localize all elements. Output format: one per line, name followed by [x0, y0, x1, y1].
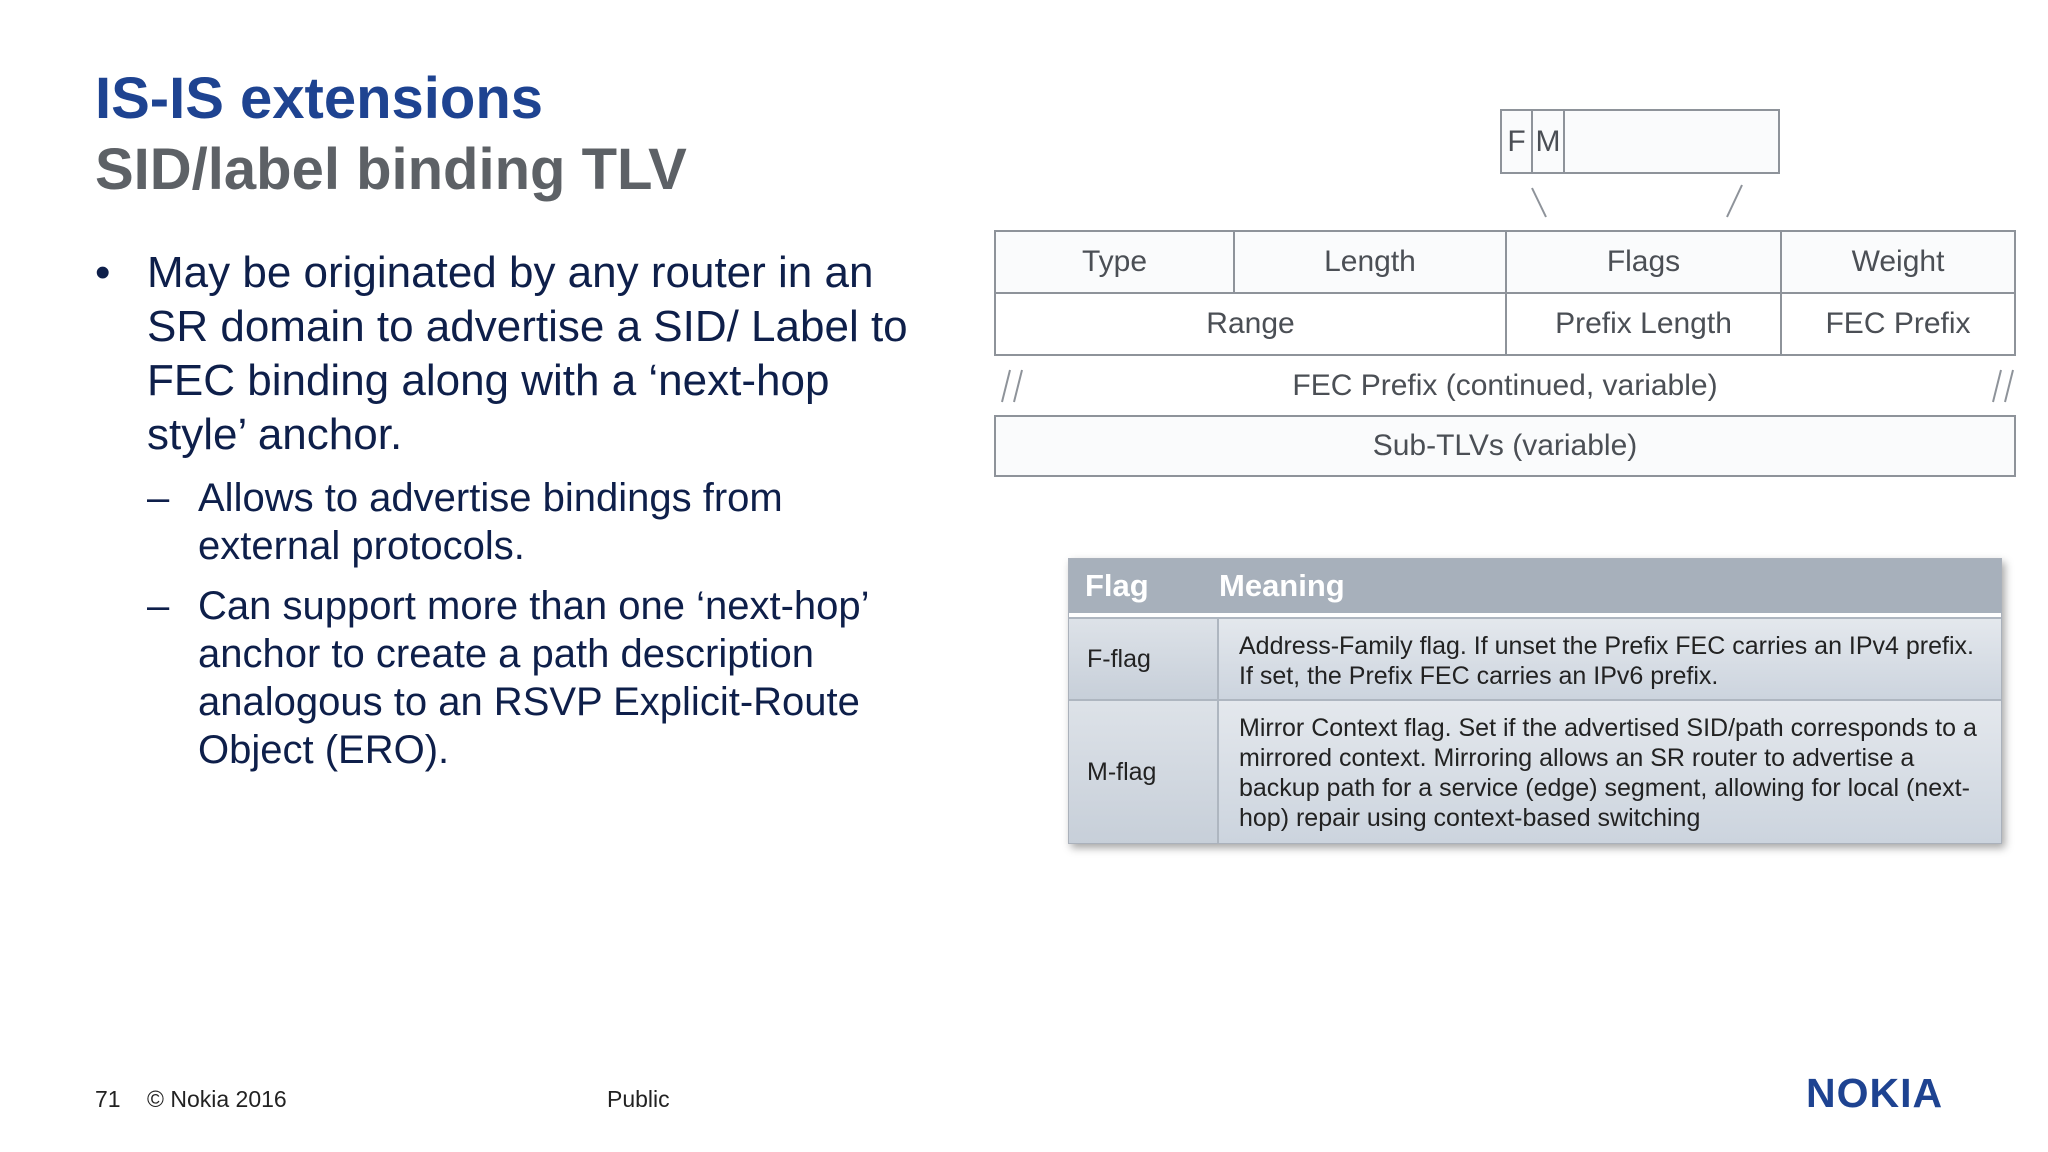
- prefix-length-cell: Prefix Length: [1555, 307, 1732, 340]
- type-cell: Type: [1081, 245, 1148, 278]
- page-number: 71: [95, 1086, 121, 1112]
- sub-bullet-text: Allows to advertise bindings from external protocols.: [198, 476, 783, 568]
- sub-bullet-item: [95, 582, 925, 774]
- table-row: [1069, 617, 2001, 699]
- length-cell: Length: [1324, 245, 1416, 278]
- connector-line: [1727, 185, 1742, 217]
- weight-cell: Weight: [1851, 245, 1945, 278]
- range-cell: Range: [1206, 307, 1295, 340]
- page-subtitle: SID/label binding TLV: [95, 137, 687, 202]
- flag-meaning: Mirror Context flag. Set if the advertised SID/path corresponds to a mirrored context. Mirroring allows an SR router to advertise a backup path for a service (edge) segment, allowing for local (next-hop) repair using context-based switching: [1219, 701, 2001, 843]
- header-meaning: Meaning: [1219, 568, 1345, 603]
- flag-meaning: Address-Family flag. If unset the Prefix FEC carries an IPv4 prefix. If set, the Prefix FEC carries an IPv6 prefix.: [1219, 619, 2001, 699]
- bullet-list: [95, 246, 925, 774]
- sub-bullet-text: Can support more than one ‘next-hop’ anchor to create a path description analogous to an RSVP Explicit-Route Object (ERO).: [198, 584, 869, 772]
- fec-prefix-cell: FEC Prefix: [1825, 307, 1971, 340]
- table-header: [1069, 559, 2001, 617]
- flag-name: M-flag: [1069, 701, 1219, 843]
- bullet-item: [95, 246, 925, 462]
- tlv-diagram: [990, 105, 2030, 485]
- copyright: © Nokia 2016: [147, 1086, 287, 1112]
- classification-label: Public: [607, 1086, 670, 1112]
- bullet-text: May be originated by any router in an SR domain to advertise a SID/ Label to FEC binding along with a ‘next-hop style’ anchor.: [147, 248, 908, 459]
- sub-tlvs-cell: Sub-TLVs (variable): [1372, 429, 1638, 462]
- flag-m-cell: M: [1535, 124, 1561, 158]
- nokia-logo: NOKIA: [1806, 1070, 1944, 1116]
- page-title: IS-IS extensions: [95, 66, 544, 131]
- table-row: [1069, 699, 2001, 843]
- flag-table: [1068, 558, 2002, 844]
- connector-line: [1532, 188, 1546, 217]
- dash-glyph: –: [147, 584, 170, 628]
- flag-name: F-flag: [1069, 619, 1219, 699]
- sub-bullet-item: [95, 474, 925, 570]
- flag-f-cell: F: [1507, 124, 1526, 158]
- fec-prefix-continued-cell: FEC Prefix (continued, variable): [1292, 368, 1718, 402]
- dash-glyph: –: [147, 476, 170, 520]
- header-flag: Flag: [1085, 568, 1149, 603]
- bullet-glyph: •: [95, 248, 111, 297]
- flags-cell: Flags: [1606, 245, 1681, 278]
